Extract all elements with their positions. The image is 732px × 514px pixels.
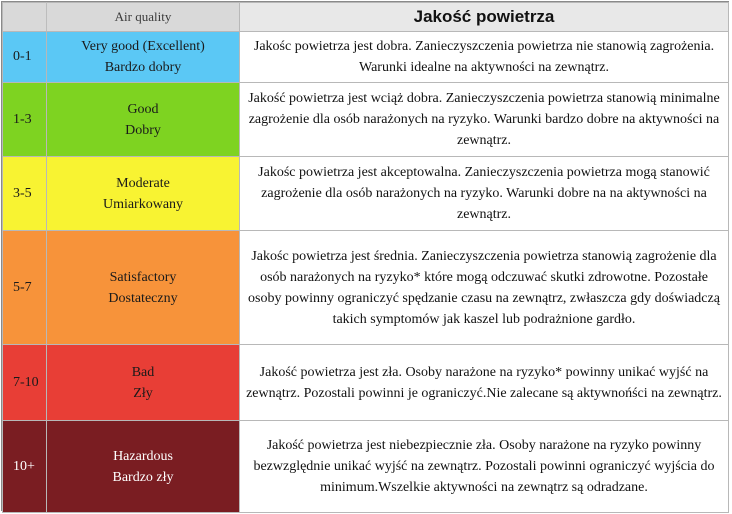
- header-air-quality: Air quality: [47, 3, 240, 32]
- level-name-cell: [47, 157, 240, 231]
- range-cell: 1-3: [3, 83, 47, 157]
- air-quality-table-frame: [1, 1, 729, 511]
- header-row: [3, 3, 729, 32]
- description-cell: Jakość powietrza jest niebezpiecznie zła. Osoby narażone na ryzyko powinny bezwzględnie unikać wyjść na zewnątrz. Pozostali powinni ograniczyć wyjścia do minimum.Wszelkie aktywności na zewnątrz są odradzane.: [240, 421, 729, 513]
- header-title: Jakość powietrza: [240, 3, 729, 32]
- row-moderate: [3, 157, 729, 231]
- level-name-en: Good: [127, 101, 159, 117]
- range-cell: 7-10: [3, 345, 47, 421]
- level-name-pl: Umiarkowany: [102, 196, 184, 212]
- description-cell: Jakość powietrza jest wciąż dobra. Zanieczyszczenia powietrza stanowią minimalne zagrożenie dla osób narażonych na ryzyko. Warunki bardzo dobre na aktywności na zewnątrz.: [240, 83, 729, 157]
- row-good: [3, 83, 729, 157]
- level-name-pl: Dobry: [125, 122, 161, 138]
- row-very-good: [3, 32, 729, 83]
- level-name-pl: Zły: [133, 385, 153, 401]
- level-name-pl: Bardzo zły: [112, 469, 174, 485]
- air-quality-table: [2, 2, 729, 513]
- level-name-en: Satisfactory: [109, 269, 177, 285]
- description-cell: Jakośc powietrza jest średnia. Zanieczyszczenia powietrza stanowią zagrożenie dla osób narażonych na ryzyko* które mogą odczuwać skutki zdrowotne. Pozostałe osoby powinny ograniczyć spędzanie czasu na zewnątrz, zwłaszcza gdy doświadczą takich symptomów jak kaszel lub podrażnione gardło.: [240, 231, 729, 345]
- level-name-cell: [47, 421, 240, 513]
- level-name-cell: [47, 345, 240, 421]
- level-name-pl: Dostateczny: [108, 290, 178, 306]
- level-name-en: Bad: [131, 364, 155, 380]
- range-cell: 3-5: [3, 157, 47, 231]
- description-cell: Jakośc powietrza jest akceptowalna. Zanieczyszczenia powietrza mogą stanowić zagrożenie dla osób narażonych na ryzyko. Warunki dobre na na aktywności na zewnątrz.: [240, 157, 729, 231]
- level-name-cell: [47, 83, 240, 157]
- header-range-cell: [3, 3, 47, 32]
- row-bad: [3, 345, 729, 421]
- level-name-en: Very good (Excellent): [81, 39, 205, 54]
- description-cell: Jakośc powietrza jest dobra. Zanieczyszczenia powietrza nie stanowią zagrożenia. Warunki idealne na aktywności na zewnątrz.: [240, 32, 729, 83]
- range-cell: 5-7: [3, 231, 47, 345]
- level-name-cell: [47, 231, 240, 345]
- row-hazardous: [3, 421, 729, 513]
- level-name-en: Moderate: [116, 175, 170, 191]
- range-cell: 10+: [3, 421, 47, 513]
- description-cell: Jakość powietrza jest zła. Osoby narażone na ryzyko* powinny unikać wyjść na zewnątrz. Pozostali powinni je ograniczyć.Nie zalecane są aktywnońści na zewnątrz.: [240, 345, 729, 421]
- level-name-en: Hazardous: [113, 448, 173, 464]
- row-satisfactory: [3, 231, 729, 345]
- range-cell: 0-1: [3, 32, 47, 83]
- level-name-pl: Bardzo dobry: [104, 60, 182, 75]
- level-name-cell: [47, 32, 240, 83]
